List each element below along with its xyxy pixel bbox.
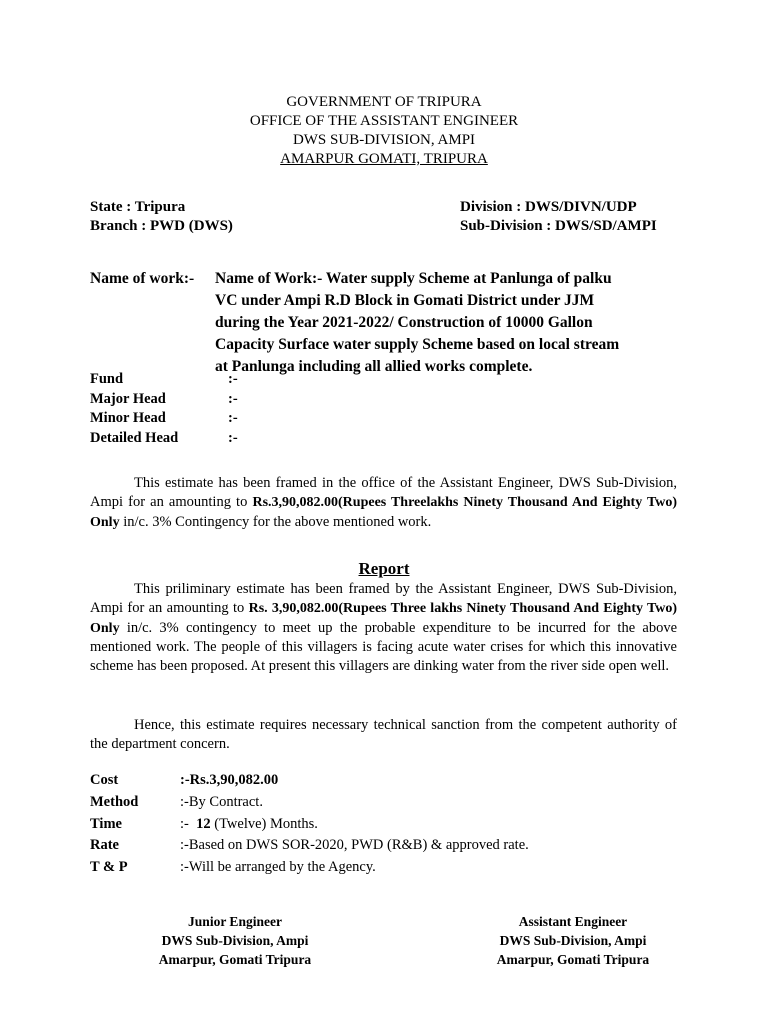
method-value: :-By Contract. (180, 793, 263, 810)
head-row (90, 370, 238, 390)
method-label: Method (90, 793, 139, 810)
work-line: VC under Ampi R.D Block in Gomati District under JJM (215, 292, 595, 309)
header-line-1: GOVERNMENT OF TRIPURA (286, 94, 482, 110)
work-line: Capacity Surface water supply Scheme based on local stream (215, 336, 620, 353)
division-label: Division : DWS/DIVN/UDP (460, 199, 637, 215)
head-value: :- (228, 410, 238, 426)
estimate-amount: Rs.3,90,082.00(Rupees Threelakhs Ninety Thousand And Eighty Two) Only (90, 495, 678, 530)
cost-label: Cost (90, 772, 119, 788)
work-line: Name of Work:- Water supply Scheme at Panlunga of palku (215, 270, 612, 287)
time-number: 12 (196, 815, 211, 832)
head-label: Detailed Head (90, 429, 179, 446)
head-label: Major Head (90, 390, 166, 407)
report-paragraph (90, 580, 677, 676)
tp-label: T & P (90, 859, 128, 876)
header-line-3: DWS SUB-DIVISION, AMPI (292, 132, 476, 148)
estimate-text: This estimate has been framed in the office of the Assistant Engineer, DWS Sub-Division, Ampi for an amounting to (90, 475, 677, 511)
head-value: :- (228, 371, 238, 387)
head-value: :- (228, 429, 238, 446)
signature-place: Amarpur, Gomati Tripura (496, 952, 650, 967)
work-description (215, 268, 677, 378)
signature-assistant-engineer (458, 912, 688, 969)
rate-row (90, 835, 529, 857)
estimate-text-end: in/c. 3% Contingency for the above mentioned work. (123, 513, 432, 530)
office-header (0, 93, 768, 169)
report-title: Report (358, 559, 410, 578)
signature-title: Junior Engineer (188, 914, 282, 929)
head-row (90, 409, 238, 429)
head-label: Fund (90, 371, 124, 387)
time-prefix: :- (180, 815, 189, 832)
subdivision-label: Sub-Division : DWS/SD/AMPI (460, 218, 657, 234)
tp-value: :-Will be arranged by the Agency. (180, 859, 376, 876)
method-row (90, 792, 529, 814)
header-line-4: AMARPUR GOMATI, TRIPURA (280, 151, 488, 167)
header-line-2: OFFICE OF THE ASSISTANT ENGINEER (249, 113, 519, 129)
work-label: Name of work:- (90, 270, 195, 287)
summary-table (90, 770, 529, 879)
signature-junior-engineer (120, 912, 350, 969)
sanction-paragraph (90, 716, 677, 755)
tp-row (90, 857, 529, 879)
head-value: :- (228, 390, 238, 407)
report-amount: Rs. 3,90,082.00(Rupees Three lakhs Ninety Thousand And Eighty Two) Only (90, 601, 678, 636)
state-label: State : Tripura (90, 199, 186, 215)
signature-place: Amarpur, Gomati Tripura (158, 952, 312, 967)
cost-row (90, 770, 529, 792)
branch-label: Branch : PWD (DWS) (90, 218, 233, 234)
head-row (90, 390, 238, 410)
heads-list (90, 370, 238, 448)
sanction-text: Hence, this estimate requires necessary technical sanction from the competent authority of the department concern. (90, 717, 677, 753)
signature-office: DWS Sub-Division, Ampi (499, 933, 647, 948)
head-label: Minor Head (90, 410, 166, 426)
time-row (90, 814, 529, 836)
signature-office: DWS Sub-Division, Ampi (161, 933, 309, 948)
work-line: at Panlunga including all allied works complete. (215, 358, 533, 375)
estimate-paragraph (90, 474, 677, 532)
signature-title: Assistant Engineer (518, 914, 628, 929)
cost-value: :-Rs.3,90,082.00 (180, 772, 279, 788)
time-label: Time (90, 815, 122, 832)
time-suffix: (Twelve) Months. (214, 815, 318, 832)
rate-value: :-Based on DWS SOR-2020, PWD (R&B) & approved rate. (180, 837, 529, 854)
report-text: This priliminary estimate has been framed by the Assistant Engineer, DWS Sub-Division, Ampi for an amounting to (90, 581, 677, 617)
work-line: during the Year 2021-2022/ Construction of 10000 Gallon (215, 314, 593, 331)
rate-label: Rate (90, 837, 119, 854)
head-row (90, 429, 238, 449)
report-text-end: in/c. 3% contingency to meet up the probable expenditure to be incurred for the above mentioned work. The people of this villagers is facing acute water crises for which this innovative scheme has been proposed. At present this villagers are dinking water from the river side open well. (90, 619, 677, 675)
